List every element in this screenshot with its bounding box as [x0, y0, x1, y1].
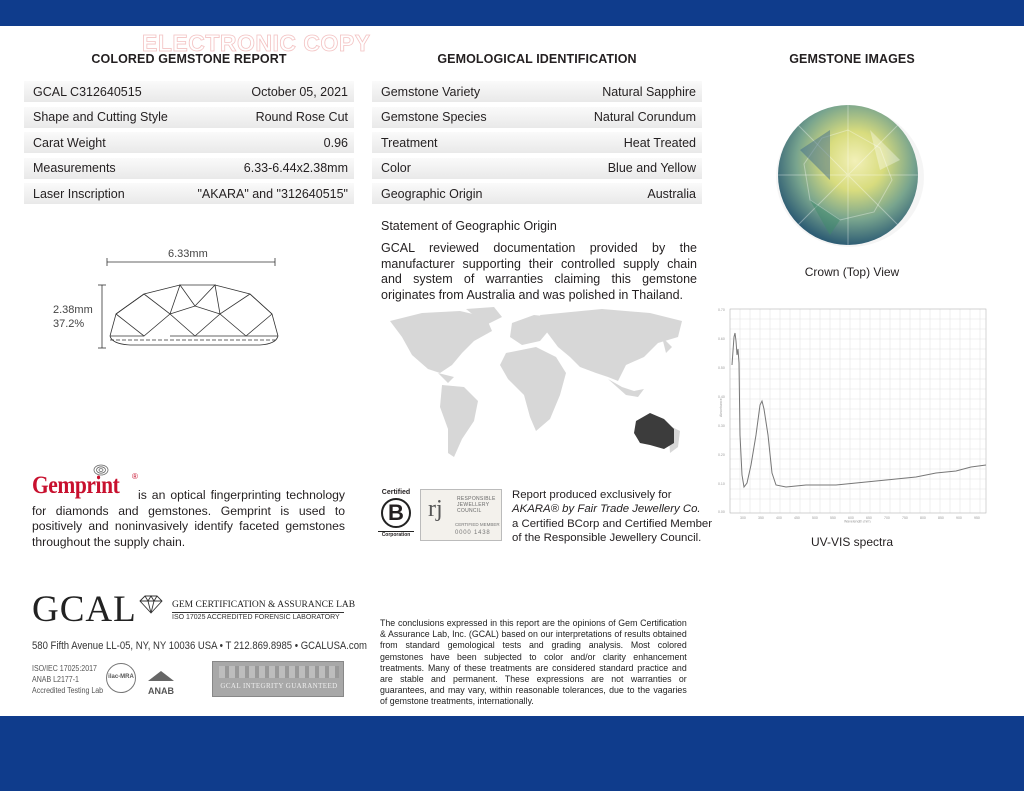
- gcal-address: 580 Fifth Avenue LL-05, NY, NY 10036 USA • T 212.869.8985 • GCALUSA.com: [32, 640, 367, 652]
- cert-line-1: Report produced exclusively for: [512, 489, 672, 501]
- row-label: Laser Inscription: [33, 186, 125, 201]
- bcorp-bottom-label: Corporation: [378, 531, 414, 538]
- row-label: Color: [381, 161, 411, 175]
- table-row: [372, 158, 702, 179]
- row-value: Natural Sapphire: [602, 84, 696, 99]
- gcal-tagline-1: GEM CERTIFICATION & ASSURANCE LAB: [172, 600, 356, 610]
- spectra-ytick: 0.20: [718, 453, 725, 457]
- gemprint-logo: Gemprint: [32, 472, 120, 499]
- spectra-xtick: 300: [740, 516, 746, 520]
- rjc-name: RESPONSIBLE JEWELLERY COUNCIL: [457, 496, 496, 514]
- spectra-xtick: 600: [848, 516, 854, 520]
- spectra-xtick: 750: [902, 516, 908, 520]
- identification-title: GEMOLOGICAL IDENTIFICATION: [437, 52, 637, 66]
- row-value: 0.96: [323, 135, 348, 150]
- bottom-banner: [0, 716, 1024, 791]
- spectra-ylabel: Absorbance: [719, 398, 723, 417]
- gemstone-crown-image: [770, 100, 930, 250]
- width-label: 6.33mm: [168, 248, 208, 260]
- row-label: Measurements: [33, 161, 116, 175]
- ilac-logo: ilac-MRA: [106, 663, 136, 693]
- row-value: Heat Treated: [623, 135, 696, 150]
- uv-vis-spectra-chart: [716, 305, 988, 523]
- spectra-ytick: 0.50: [718, 366, 725, 370]
- spectra-xtick: 450: [794, 516, 800, 520]
- row-value: October 05, 2021: [251, 84, 348, 99]
- table-row: [372, 107, 702, 128]
- rjc-logo: [420, 489, 502, 541]
- rjc-number: 0000 1438: [455, 530, 491, 536]
- gcal-logo: GCAL: [32, 589, 137, 630]
- spectra-ytick: 0.40: [718, 395, 725, 399]
- seal-pattern: [219, 666, 339, 678]
- statement-text: GCAL reviewed documentation provided by the manufacturer supporting their controlled supply chain and system of warranties claiming this gemstone originates from Australia and was polished in Thailand.: [381, 241, 697, 302]
- identification-table: [372, 81, 702, 209]
- spectra-xtick: 400: [776, 516, 782, 520]
- table-row: [372, 132, 702, 153]
- report-table: [24, 81, 354, 209]
- diamond-icon: [138, 594, 164, 614]
- bcorp-logo: [378, 489, 414, 538]
- row-label: Geographic Origin: [381, 186, 483, 201]
- crown-caption: Crown (Top) View: [804, 265, 900, 279]
- report-title: COLORED GEMSTONE REPORT: [91, 52, 287, 66]
- row-value: Round Rose Cut: [255, 110, 348, 124]
- spectra-caption: UV-VIS spectra: [810, 535, 894, 549]
- row-value: Blue and Yellow: [607, 161, 696, 175]
- spectra-xtick: 350: [758, 516, 764, 520]
- spectra-ytick: 0.10: [718, 482, 725, 486]
- spectra-xtick: 950: [974, 516, 980, 520]
- spectra-xtick: 850: [938, 516, 944, 520]
- anab-logo: [142, 668, 180, 696]
- gemprint-text: is an optical fingerprinting technology for diamonds and gemstones. Gemprint is used to positively and noninvasively identify faceted gemstones throughout the supply chain.: [32, 488, 345, 549]
- spectra-ytick: 0.60: [718, 337, 725, 341]
- table-row: [24, 81, 354, 102]
- spectra-xtick: 650: [866, 516, 872, 520]
- row-label: Treatment: [381, 135, 438, 150]
- watermark: ELECTRONIC COPY: [142, 30, 371, 56]
- rjc-mark-icon: rj: [428, 496, 443, 522]
- row-label: Gemstone Species: [381, 110, 487, 124]
- world-map: [382, 307, 698, 465]
- row-label: Shape and Cutting Style: [33, 110, 168, 124]
- gemprint-logo-mark: ®: [132, 472, 138, 481]
- row-label: Carat Weight: [33, 135, 106, 150]
- gcal-tagline-2: ISO 17025 ACCREDITED FORENSIC LABORATORY: [172, 612, 344, 621]
- table-row: [24, 183, 354, 204]
- row-label: Gemstone Variety: [381, 84, 481, 99]
- spectra-xtick: 550: [830, 516, 836, 520]
- bcorp-top-label: Certified: [381, 489, 411, 496]
- images-title: GEMSTONE IMAGES: [789, 52, 915, 66]
- cert-line-4: of the Responsible Jewellery Council.: [512, 532, 702, 545]
- row-value: "AKARA" and "312640515": [197, 186, 348, 201]
- anab-mark-icon: [146, 671, 176, 681]
- cert-line-3: a Certified BCorp and Certified Member: [512, 517, 713, 530]
- iso-line-2: ANAB L2177-1: [32, 675, 79, 684]
- depth-label: 37.2%: [53, 318, 85, 330]
- spectra-xtick: 500: [812, 516, 818, 520]
- anab-label: ANAB: [148, 686, 174, 696]
- rose-cut-profile-svg: [50, 244, 350, 354]
- table-row: [372, 183, 702, 204]
- top-banner: [0, 0, 1024, 26]
- rjc-member: CERTIFIED MEMBER: [455, 522, 500, 527]
- row-value: Natural Corundum: [593, 110, 696, 124]
- australia-highlight: [634, 413, 674, 449]
- spectra-ytick: 0.30: [718, 424, 725, 428]
- spectra-ytick: 0.00: [718, 510, 725, 514]
- row-label: GCAL C312640515: [33, 84, 142, 99]
- spectra-ytick: 0.70: [718, 308, 725, 312]
- table-row: [24, 132, 354, 153]
- cut-diagram: [50, 244, 350, 354]
- iso-line-3: Accredited Testing Lab: [32, 686, 104, 695]
- iso-block: [32, 663, 103, 696]
- cert-line-2: AKARA® by Fair Trade Jewellery Co.: [512, 503, 701, 516]
- table-row: [24, 158, 354, 179]
- cert-text: [512, 488, 712, 546]
- row-value: 6.33-6.44x2.38mm: [243, 161, 348, 175]
- iso-line-1: ISO/IEC 17025:2017: [32, 664, 97, 673]
- disclaimer: The conclusions expressed in this report are the opinions of Gem Certification & Assurance Lab, Inc. (GCAL) based on our interpretations of results obtained from standard gemological tests and grading analysis. Most colored gemstones have been subjected to color and/or clarity enhancement treatments. Many of these treatments are considered standard practice and are stable and permanent. These expressions are not warranties or guarantees, and may vary, within reasonable tolerances, due to the vagaries of gemstone treatments, internationally.: [380, 618, 687, 707]
- spectra-xtick: 800: [920, 516, 926, 520]
- bcorp-b-icon: B: [381, 498, 411, 528]
- table-row: [372, 81, 702, 102]
- spectra-xlabel: Wavelength (nm): [844, 519, 871, 523]
- integrity-label: GCAL INTEGRITY GUARANTEED: [220, 682, 338, 690]
- table-row: [24, 107, 354, 128]
- spectra-xtick: 700: [884, 516, 890, 520]
- integrity-seal: [212, 661, 344, 697]
- height-label: 2.38mm: [53, 304, 93, 316]
- row-value: Australia: [647, 186, 696, 201]
- statement-title: Statement of Geographic Origin: [381, 219, 557, 233]
- spectra-xtick: 900: [956, 516, 962, 520]
